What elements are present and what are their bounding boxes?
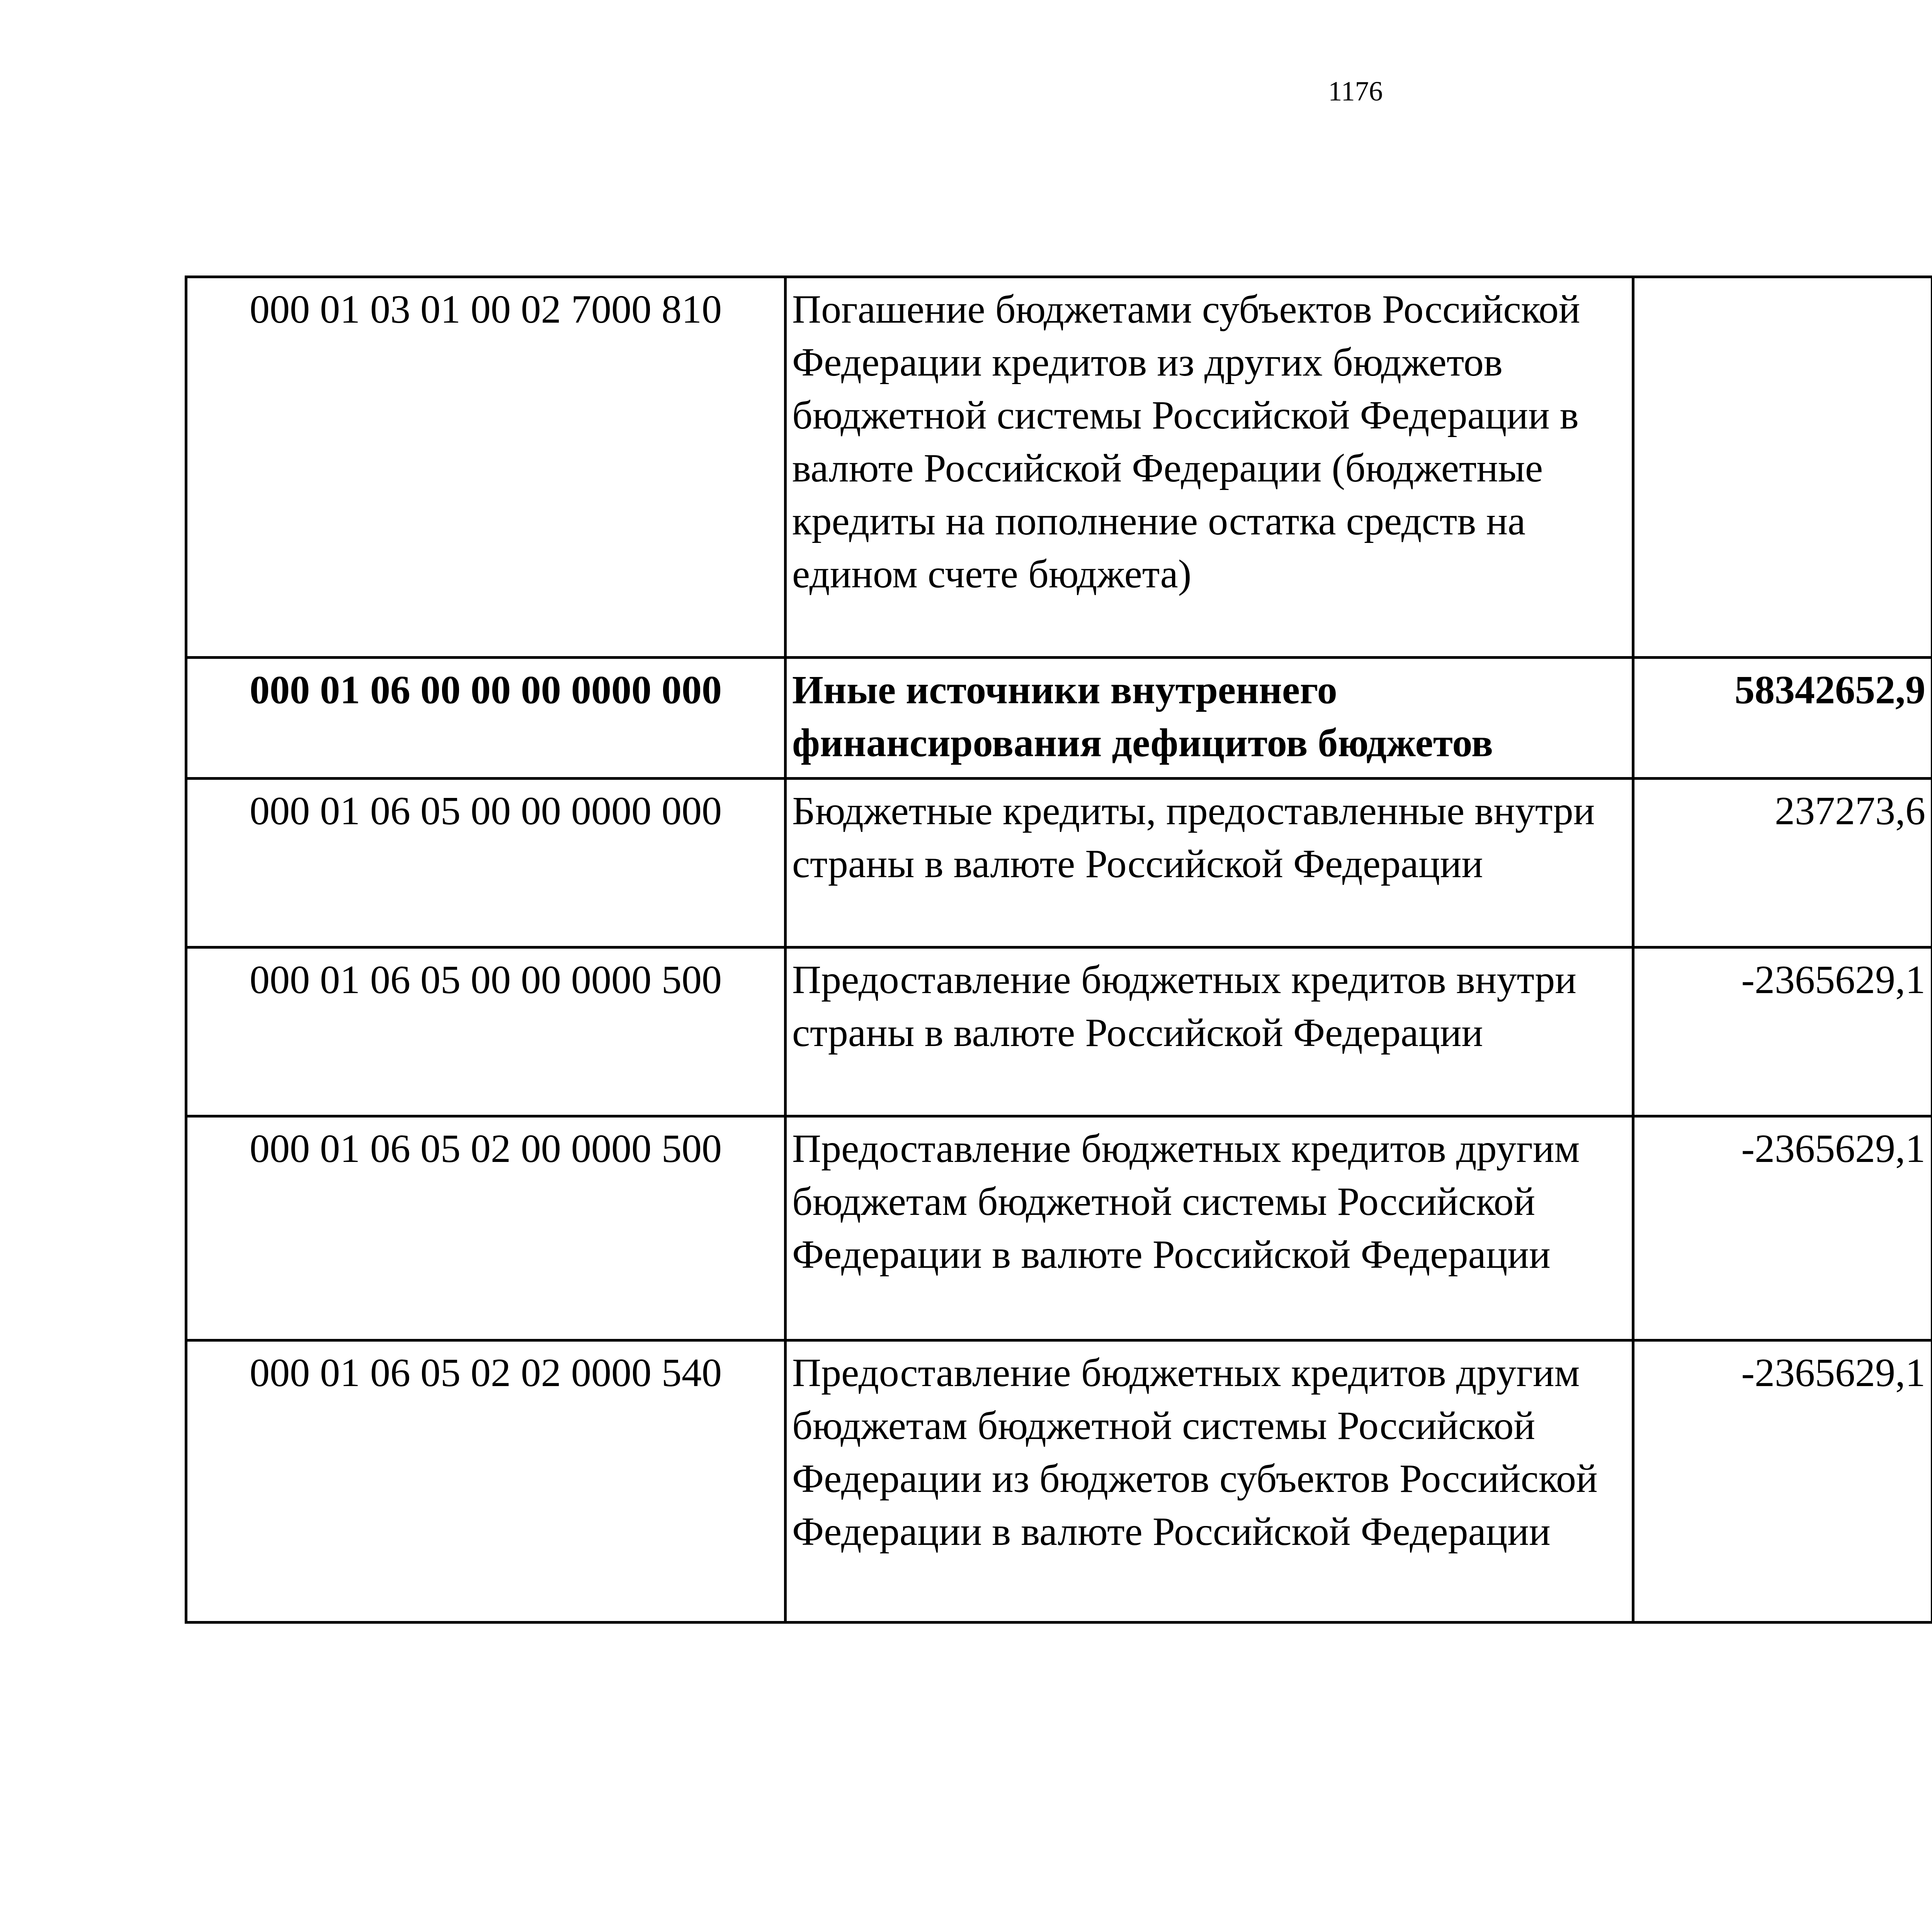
budget-code-cell: 000 01 06 05 02 00 0000 500	[186, 1116, 786, 1340]
table-row	[186, 1340, 1932, 1623]
amount-cell-1: -2365629,1	[1633, 947, 1932, 1116]
table-row-total	[186, 658, 1932, 779]
item-name-cell: Предоставление бюджетных кредитов внутри страны в валюте Российской Федерации	[786, 947, 1633, 1116]
amount-cell-1: 237273,6	[1633, 779, 1932, 947]
budget-code-cell: 000 01 06 05 00 00 0000 000	[186, 779, 786, 947]
item-name-cell: Иные источники внутреннего финансирования дефицитов бюджетов	[786, 658, 1633, 779]
budget-sources-table	[185, 276, 1932, 1624]
item-name-cell: Предоставление бюджетных кредитов другим бюджетам бюджетной системы Российской Федерации в валюте Российской Федерации	[786, 1116, 1633, 1340]
item-name-cell: Погашение бюджетами субъектов Российской Федерации кредитов из других бюджетов бюджетной системы Российской Федерации в валюте Российской Федерации (бюджетные кредиты на пополнение остатка средств на едином счете бюджета)	[786, 277, 1633, 658]
budget-code-cell: 000 01 06 05 00 00 0000 500	[186, 947, 786, 1116]
budget-code-cell: 000 01 06 00 00 00 0000 000	[186, 658, 786, 779]
item-name-cell: Бюджетные кредиты, предоставленные внутри страны в валюте Российской Федерации	[786, 779, 1633, 947]
table-row	[186, 947, 1932, 1116]
budget-code-cell: 000 01 03 01 00 02 7000 810	[186, 277, 786, 658]
page-number: 1176	[1328, 76, 1383, 107]
amount-cell-1: -2365629,1	[1633, 1116, 1932, 1340]
amount-cell-1: 58342652,9	[1633, 658, 1932, 779]
amount-cell-1: -2365629,1	[1633, 1340, 1932, 1623]
item-name-cell: Предоставление бюджетных кредитов другим бюджетам бюджетной системы Российской Федерации из бюджетов субъектов Российской Федерации в валюте Российской Федерации	[786, 1340, 1633, 1623]
budget-code-cell: 000 01 06 05 02 02 0000 540	[186, 1340, 786, 1623]
table-row	[186, 1116, 1932, 1340]
amount-cell-1	[1633, 277, 1932, 658]
table-row	[186, 277, 1932, 658]
table-row	[186, 779, 1932, 947]
